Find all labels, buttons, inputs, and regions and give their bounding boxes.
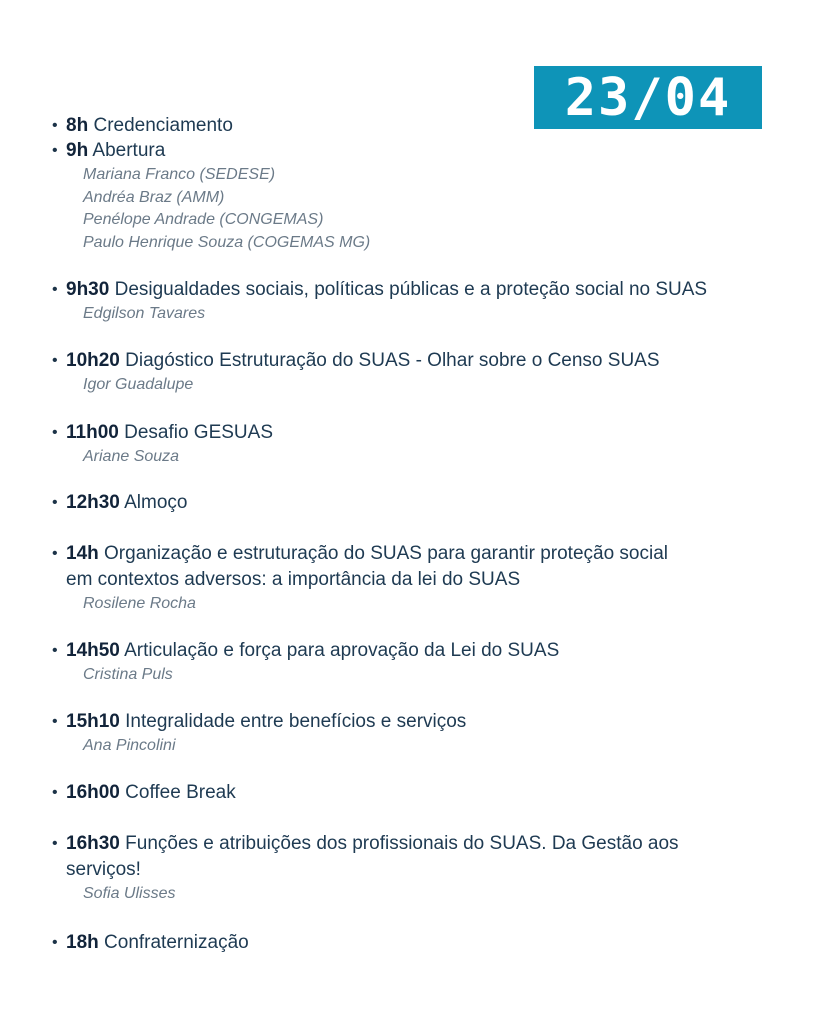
- speaker-name: Edgilson Tavares: [83, 305, 206, 322]
- agenda-title: Articulação e força para aprovação da Lei do SUAS: [124, 640, 560, 661]
- speaker-name: Sofia Ulisses: [83, 885, 176, 902]
- agenda-item-14h: [52, 541, 752, 616]
- agenda-item-10h20: [52, 348, 752, 397]
- agenda-item-16h00: [52, 780, 752, 806]
- agenda-time: 12h30: [66, 492, 120, 513]
- agenda-title: Diagóstico Estruturação do SUAS - Olhar sobre o Censo SUAS: [125, 350, 660, 371]
- agenda-item-15h10: [52, 709, 752, 758]
- agenda-time: 9h30: [66, 279, 110, 300]
- agenda-time: 15h10: [66, 711, 120, 732]
- agenda-time: 8h: [66, 115, 89, 136]
- agenda-title: Almoço: [124, 492, 188, 513]
- speaker-name: Mariana Franco (SEDESE): [83, 166, 276, 183]
- agenda-time: 9h: [66, 140, 89, 161]
- agenda-time: 16h00: [66, 782, 120, 803]
- bullet: •: [52, 424, 58, 441]
- agenda-time: 18h: [66, 932, 99, 953]
- speaker-name: Rosilene Rocha: [83, 595, 196, 612]
- agenda-title: Abertura: [92, 140, 166, 161]
- agenda-time: 11h00: [66, 422, 119, 443]
- speaker-name: Ana Pincolini: [83, 737, 176, 754]
- date-badge: 23/04: [534, 66, 762, 129]
- speaker-name: Paulo Henrique Souza (COGEMAS MG): [83, 233, 371, 251]
- agenda-title: Integralidade entre benefícios e serviços: [125, 711, 467, 732]
- agenda-title: Desafio GESUAS: [124, 422, 274, 443]
- bullet: •: [52, 713, 58, 730]
- bullet: •: [52, 494, 58, 511]
- agenda-title: Desigualdades sociais, políticas públicas e a proteção social no SUAS: [114, 279, 708, 300]
- speaker-name: Andréa Braz (AMM): [83, 188, 225, 206]
- speaker-name: Igor Guadalupe: [83, 376, 194, 393]
- agenda-item-9h: [52, 138, 752, 254]
- agenda-title: Funções e atribuições dos profissionais do SUAS. Da Gestão aos: [125, 833, 679, 854]
- bullet: •: [52, 352, 58, 369]
- agenda-title: Organização e estruturação do SUAS para garantir proteção social: [104, 543, 669, 564]
- bullet: •: [52, 545, 58, 562]
- speaker-name: Cristina Puls: [83, 666, 173, 683]
- bullet: •: [52, 142, 58, 159]
- agenda-item-8h: [52, 113, 752, 139]
- speaker-name: Ariane Souza: [83, 448, 180, 465]
- agenda-time: 10h20: [66, 350, 120, 371]
- agenda-time: 14h50: [66, 640, 120, 661]
- agenda-title-continued: serviços!: [66, 859, 141, 880]
- bullet: •: [52, 281, 58, 298]
- agenda-item-9h30: [52, 277, 752, 326]
- agenda-title: Coffee Break: [125, 782, 236, 803]
- agenda-item-16h30: [52, 831, 752, 906]
- bullet: •: [52, 642, 58, 659]
- agenda-item-14h50: [52, 638, 752, 687]
- bullet: •: [52, 784, 58, 801]
- agenda-title: Credenciamento: [93, 115, 233, 136]
- agenda-time: 14h: [66, 543, 99, 564]
- agenda-title-continued: em contextos adversos: a importância da lei do SUAS: [66, 569, 521, 590]
- bullet: •: [52, 835, 58, 852]
- agenda-item-12h30: [52, 490, 752, 516]
- agenda-time: 16h30: [66, 833, 120, 854]
- agenda-title: Confraternização: [104, 932, 249, 953]
- agenda-item-18h: [52, 930, 752, 956]
- bullet: •: [52, 934, 58, 951]
- agenda-item-11h00: [52, 420, 752, 469]
- speaker-name: Penélope Andrade (CONGEMAS): [83, 211, 324, 228]
- bullet: •: [52, 117, 58, 134]
